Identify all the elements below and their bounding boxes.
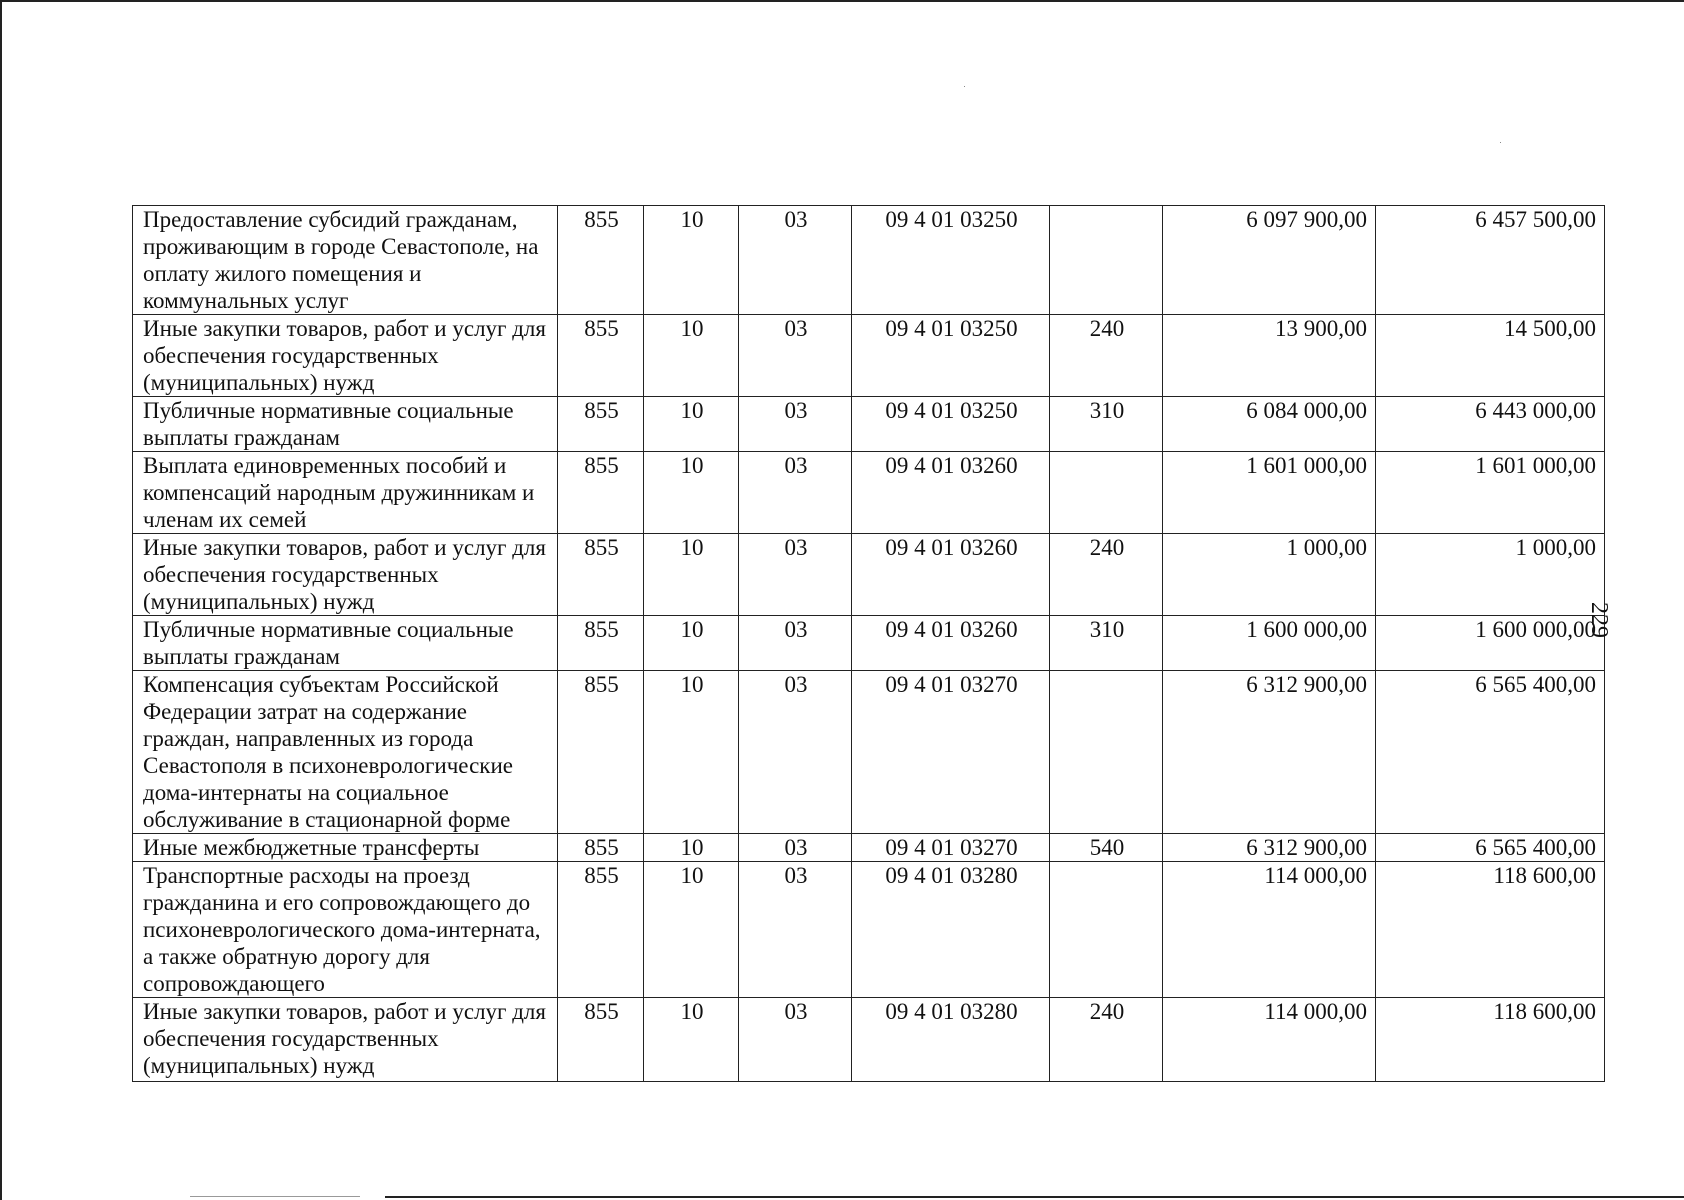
cell-subsection: 03	[739, 671, 852, 834]
cell-target-article: 09 4 01 03250	[852, 315, 1050, 397]
cell-expense-type	[1050, 206, 1163, 315]
cell-amount-year1: 1 600 000,00	[1163, 616, 1376, 671]
cell-grbs: 855	[558, 206, 644, 315]
cell-target-article: 09 4 01 03260	[852, 452, 1050, 534]
table-row	[133, 616, 1605, 671]
page-number: 229	[1586, 602, 1612, 638]
row-name: Иные закупки товаров, работ и услуг для обеспечения государственных (муниципальных) нужд	[133, 534, 558, 616]
cell-grbs: 855	[558, 616, 644, 671]
budget-table	[132, 205, 1605, 1082]
bottom-rule	[385, 1196, 1684, 1198]
cell-target-article: 09 4 01 03270	[852, 834, 1050, 862]
table-row	[133, 862, 1605, 998]
cell-expense-type	[1050, 452, 1163, 534]
table-row	[133, 671, 1605, 834]
cell-target-article: 09 4 01 03260	[852, 616, 1050, 671]
cell-grbs: 855	[558, 534, 644, 616]
cell-amount-year1: 114 000,00	[1163, 862, 1376, 998]
cell-expense-type: 240	[1050, 315, 1163, 397]
row-name: Выплата единовременных пособий и компенсаций народным дружинникам и членам их семей	[133, 452, 558, 534]
cell-amount-year2: 118 600,00	[1376, 998, 1605, 1082]
cell-amount-year2: 1 601 000,00	[1376, 452, 1605, 534]
table-row	[133, 534, 1605, 616]
cell-expense-type: 540	[1050, 834, 1163, 862]
cell-amount-year1: 13 900,00	[1163, 315, 1376, 397]
row-name: Иные закупки товаров, работ и услуг для обеспечения государственных (муниципальных) нужд	[133, 998, 558, 1082]
scan-speck	[1500, 142, 1501, 143]
table-row	[133, 998, 1605, 1082]
cell-section: 10	[644, 315, 739, 397]
cell-section: 10	[644, 671, 739, 834]
cell-subsection: 03	[739, 998, 852, 1082]
cell-grbs: 855	[558, 998, 644, 1082]
scan-speck	[964, 86, 965, 87]
row-name: Иные закупки товаров, работ и услуг для обеспечения государственных (муниципальных) нужд	[133, 315, 558, 397]
cell-amount-year1: 6 097 900,00	[1163, 206, 1376, 315]
cell-amount-year1: 1 601 000,00	[1163, 452, 1376, 534]
cell-amount-year2: 6 565 400,00	[1376, 834, 1605, 862]
row-name: Публичные нормативные социальные выплаты гражданам	[133, 397, 558, 452]
cell-target-article: 09 4 01 03280	[852, 998, 1050, 1082]
cell-expense-type	[1050, 671, 1163, 834]
cell-section: 10	[644, 206, 739, 315]
cell-target-article: 09 4 01 03270	[852, 671, 1050, 834]
cell-amount-year1: 6 312 900,00	[1163, 671, 1376, 834]
cell-section: 10	[644, 834, 739, 862]
cell-grbs: 855	[558, 862, 644, 998]
cell-target-article: 09 4 01 03250	[852, 206, 1050, 315]
cell-amount-year1: 6 084 000,00	[1163, 397, 1376, 452]
cell-subsection: 03	[739, 862, 852, 998]
cell-subsection: 03	[739, 206, 852, 315]
cell-expense-type: 310	[1050, 616, 1163, 671]
row-name: Транспортные расходы на проезд гражданина и его сопровождающего до психоневрологического дома-интерната, а также обратную дорогу для сопровождающего	[133, 862, 558, 998]
table-row	[133, 397, 1605, 452]
cell-section: 10	[644, 998, 739, 1082]
cell-amount-year2: 14 500,00	[1376, 315, 1605, 397]
cell-grbs: 855	[558, 834, 644, 862]
cell-target-article: 09 4 01 03250	[852, 397, 1050, 452]
cell-amount-year1: 6 312 900,00	[1163, 834, 1376, 862]
cell-subsection: 03	[739, 397, 852, 452]
row-name: Предоставление субсидий гражданам, проживающим в городе Севастополе, на оплату жилого помещения и коммунальных услуг	[133, 206, 558, 315]
cell-amount-year2: 1 600 000,00	[1376, 616, 1605, 671]
cell-subsection: 03	[739, 315, 852, 397]
row-name: Публичные нормативные социальные выплаты гражданам	[133, 616, 558, 671]
cell-amount-year2: 6 565 400,00	[1376, 671, 1605, 834]
table-row	[133, 452, 1605, 534]
cell-amount-year2: 118 600,00	[1376, 862, 1605, 998]
cell-section: 10	[644, 862, 739, 998]
cell-expense-type: 310	[1050, 397, 1163, 452]
cell-section: 10	[644, 534, 739, 616]
cell-amount-year2: 6 457 500,00	[1376, 206, 1605, 315]
cell-grbs: 855	[558, 315, 644, 397]
cell-subsection: 03	[739, 452, 852, 534]
cell-grbs: 855	[558, 397, 644, 452]
cell-target-article: 09 4 01 03280	[852, 862, 1050, 998]
cell-amount-year1: 114 000,00	[1163, 998, 1376, 1082]
row-name: Компенсация субъектам Российской Федерации затрат на содержание граждан, направленных из города Севастополя в психоневрологические дома-интернаты на социальное обслуживание в стационарной форме	[133, 671, 558, 834]
cell-section: 10	[644, 397, 739, 452]
cell-target-article: 09 4 01 03260	[852, 534, 1050, 616]
cell-grbs: 855	[558, 671, 644, 834]
cell-amount-year1: 1 000,00	[1163, 534, 1376, 616]
cell-expense-type: 240	[1050, 998, 1163, 1082]
cell-expense-type	[1050, 862, 1163, 998]
cell-subsection: 03	[739, 616, 852, 671]
cell-expense-type: 240	[1050, 534, 1163, 616]
cell-amount-year2: 1 000,00	[1376, 534, 1605, 616]
table-row	[133, 315, 1605, 397]
row-name: Иные межбюджетные трансферты	[133, 834, 558, 862]
cell-amount-year2: 6 443 000,00	[1376, 397, 1605, 452]
cell-section: 10	[644, 616, 739, 671]
cell-subsection: 03	[739, 834, 852, 862]
table-row	[133, 206, 1605, 315]
cell-grbs: 855	[558, 452, 644, 534]
table-row	[133, 834, 1605, 862]
cell-section: 10	[644, 452, 739, 534]
bottom-rule-faint	[190, 1196, 360, 1197]
cell-subsection: 03	[739, 534, 852, 616]
